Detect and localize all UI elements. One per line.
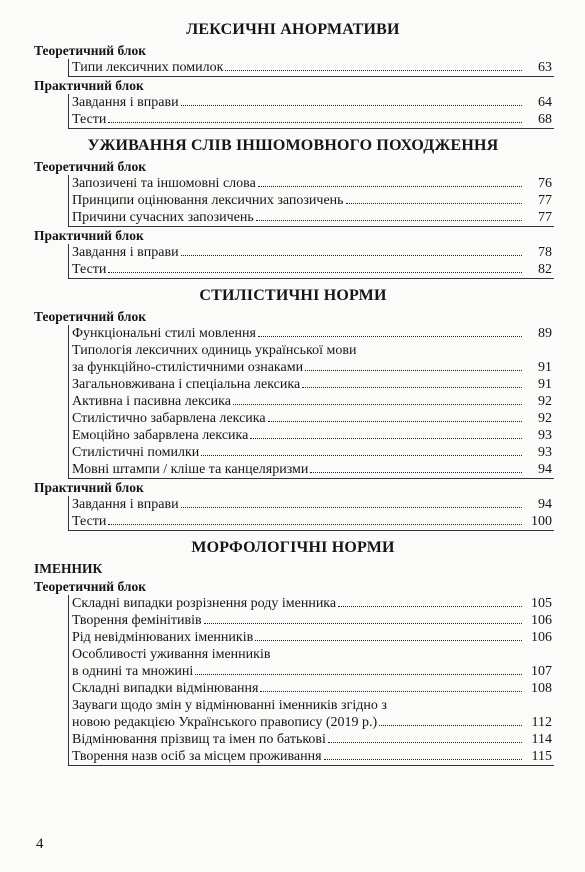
dot-leader <box>233 404 522 405</box>
entry-row <box>72 748 552 765</box>
entry-row <box>72 192 552 209</box>
entry-row <box>72 209 552 226</box>
toc-entry <box>34 444 552 461</box>
entry-title: Завдання і вправи <box>72 497 179 512</box>
dot-leader <box>195 674 522 675</box>
dot-leader <box>250 438 522 439</box>
toc-entry <box>34 731 552 748</box>
toc-entry <box>34 325 552 342</box>
entry-title: Завдання і вправи <box>72 245 179 260</box>
entry-title: Емоційно забарвлена лексика <box>72 428 249 443</box>
toc-entry <box>34 680 552 697</box>
toc-entry <box>34 496 552 513</box>
toc-section <box>34 538 552 765</box>
entry-title: Мовні штампи / кліше та канцеляризми <box>72 462 309 477</box>
block-heading: Теоретичний блок <box>34 309 146 324</box>
page-number: 4 <box>36 836 44 852</box>
entry-page-number: 94 <box>538 497 552 512</box>
section-title: УЖИВАННЯ СЛІВ ІНШОМОВНОГО ПОХОДЖЕННЯ <box>87 137 499 154</box>
dot-leader <box>108 524 522 525</box>
table-of-contents <box>34 18 552 773</box>
dot-leader <box>201 455 522 456</box>
entry-row <box>72 731 552 748</box>
entry-title: Причини сучасних запозичень <box>72 210 254 225</box>
entry-row <box>72 376 552 393</box>
entry-page-number: 106 <box>531 630 552 645</box>
entry-row <box>72 461 552 478</box>
entry-title: Активна і пасивна лексика <box>72 394 231 409</box>
entry-row <box>72 496 552 513</box>
entry-page-number: 115 <box>531 749 552 764</box>
entry-title: Принципи оцінювання лексичних запозичень <box>72 193 344 208</box>
entry-title-line: Типологія лексичних одиниць української мови <box>72 343 357 358</box>
block-heading: Теоретичний блок <box>34 579 146 594</box>
entry-title: Типи лексичних помилок <box>72 60 224 75</box>
section-title: ЛЕКСИЧНІ АНОРМАТИВИ <box>186 21 400 38</box>
entry-page-number: 76 <box>538 176 552 191</box>
toc-entry <box>34 410 552 427</box>
toc-entry <box>34 612 552 629</box>
dot-leader <box>258 336 522 337</box>
entry-title: Тести <box>72 112 107 127</box>
toc-entry <box>34 748 552 765</box>
entry-page-number: 92 <box>538 394 552 409</box>
entry-row <box>72 444 552 461</box>
entry-page-number: 68 <box>538 112 552 127</box>
toc-section <box>34 20 552 128</box>
entry-title: Загальновживана і спеціальна лексика <box>72 377 301 392</box>
entry-page-number: 89 <box>538 326 552 341</box>
entry-page-number: 64 <box>538 95 552 110</box>
toc-entry <box>34 209 552 226</box>
dot-leader <box>181 255 522 256</box>
entry-row <box>72 244 552 261</box>
toc-entry <box>34 595 552 612</box>
entry-page-number: 106 <box>531 613 552 628</box>
dot-leader <box>258 186 522 187</box>
entry-row <box>72 175 552 192</box>
entry-row <box>72 325 552 342</box>
block-heading: Практичний блок <box>34 78 144 93</box>
entry-page-number: 105 <box>531 596 552 611</box>
dot-leader <box>255 640 522 641</box>
toc-entry <box>34 646 552 680</box>
block-heading: Теоретичний блок <box>34 43 146 58</box>
toc-entry <box>34 192 552 209</box>
toc-entry <box>34 427 552 444</box>
dot-leader <box>108 122 522 123</box>
entry-page-number: 91 <box>538 360 552 375</box>
entry-title: Творення фемінітивів <box>72 613 202 628</box>
entry-title: Тести <box>72 262 107 277</box>
entry-page-number: 78 <box>538 245 552 260</box>
section-title: МОРФОЛОГІЧНІ НОРМИ <box>191 539 395 556</box>
toc-entry <box>34 94 552 111</box>
entry-page-number: 112 <box>531 715 552 730</box>
dot-leader <box>260 691 522 692</box>
dot-leader <box>328 742 522 743</box>
entry-page-number: 93 <box>538 428 552 443</box>
entry-row <box>72 680 552 697</box>
entry-page-number: 114 <box>531 732 552 747</box>
entry-page-number: 94 <box>538 462 552 477</box>
dot-leader <box>225 70 522 71</box>
entry-page-number: 108 <box>531 681 552 696</box>
dot-leader <box>256 220 522 221</box>
toc-entry <box>34 59 552 76</box>
entry-title: в однині та множині <box>72 664 194 679</box>
toc-entry <box>34 244 552 261</box>
entry-title-line: Особливості уживання іменників <box>72 647 271 662</box>
entry-row <box>72 663 552 680</box>
entry-title: новою редакцією Українського правопису (2019 р.) <box>72 715 378 730</box>
entry-page-number: 77 <box>538 210 552 225</box>
dot-leader <box>108 272 522 273</box>
toc-entry <box>34 513 552 530</box>
entry-row <box>72 111 552 128</box>
dot-leader <box>268 421 522 422</box>
entry-title: Завдання і вправи <box>72 95 179 110</box>
dot-leader <box>204 623 522 624</box>
entry-title: за функційно-стилістичними ознаками <box>72 360 304 375</box>
entry-title-line: Зауваги щодо змін у відмінюванні іменників згідно з <box>72 698 387 713</box>
part-of-speech-heading: ІМЕННИК <box>34 561 103 576</box>
entry-page-number: 82 <box>538 262 552 277</box>
entry-row <box>72 359 552 376</box>
entry-title: Творення назв осіб за місцем проживання <box>72 749 322 764</box>
entry-title: Тести <box>72 514 107 529</box>
entry-page-number: 93 <box>538 445 552 460</box>
entry-title: Функціональні стилі мовлення <box>72 326 256 341</box>
toc-entry <box>34 342 552 376</box>
entry-row <box>72 59 552 76</box>
dot-leader <box>310 472 522 473</box>
dot-leader <box>379 725 522 726</box>
dot-leader <box>302 387 522 388</box>
entry-title: Запозичені та іншомовні слова <box>72 176 256 191</box>
entry-row <box>72 410 552 427</box>
toc-section <box>34 136 552 278</box>
toc-entry <box>34 697 552 731</box>
dot-leader <box>305 370 522 371</box>
dot-leader <box>181 507 522 508</box>
toc-entry <box>34 261 552 278</box>
dot-leader <box>181 105 522 106</box>
entry-row <box>72 393 552 410</box>
entry-page-number: 63 <box>538 60 552 75</box>
block-heading: Теоретичний блок <box>34 159 146 174</box>
entry-title: Рід невідмінюваних іменників <box>72 630 254 645</box>
entry-title: Складні випадки розрізнення роду іменника <box>72 596 337 611</box>
block-heading: Практичний блок <box>34 228 144 243</box>
block-heading: Практичний блок <box>34 480 144 495</box>
entry-row <box>72 427 552 444</box>
dot-leader <box>338 606 522 607</box>
entry-title: Стилістичні помилки <box>72 445 200 460</box>
entry-page-number: 91 <box>538 377 552 392</box>
toc-entry <box>34 629 552 646</box>
entry-page-number: 77 <box>538 193 552 208</box>
entry-row <box>72 595 552 612</box>
toc-entry <box>34 393 552 410</box>
entry-title: Складні випадки відмінювання <box>72 681 259 696</box>
toc-section <box>34 286 552 530</box>
section-title: СТИЛІСТИЧНІ НОРМИ <box>199 287 387 304</box>
entry-row <box>72 513 552 530</box>
entry-row <box>72 714 552 731</box>
entry-title: Відмінювання прізвищ та імен по батькові <box>72 732 326 747</box>
toc-entry <box>34 461 552 478</box>
toc-entry <box>34 175 552 192</box>
dot-leader <box>346 203 522 204</box>
entry-title: Стилістично забарвлена лексика <box>72 411 266 426</box>
entry-row <box>72 261 552 278</box>
entry-page-number: 100 <box>531 514 552 529</box>
entry-row <box>72 612 552 629</box>
entry-row <box>72 94 552 111</box>
entry-page-number: 92 <box>538 411 552 426</box>
toc-entry <box>34 111 552 128</box>
entry-row <box>72 629 552 646</box>
entry-page-number: 107 <box>531 664 552 679</box>
toc-entry <box>34 376 552 393</box>
dot-leader <box>324 759 522 760</box>
